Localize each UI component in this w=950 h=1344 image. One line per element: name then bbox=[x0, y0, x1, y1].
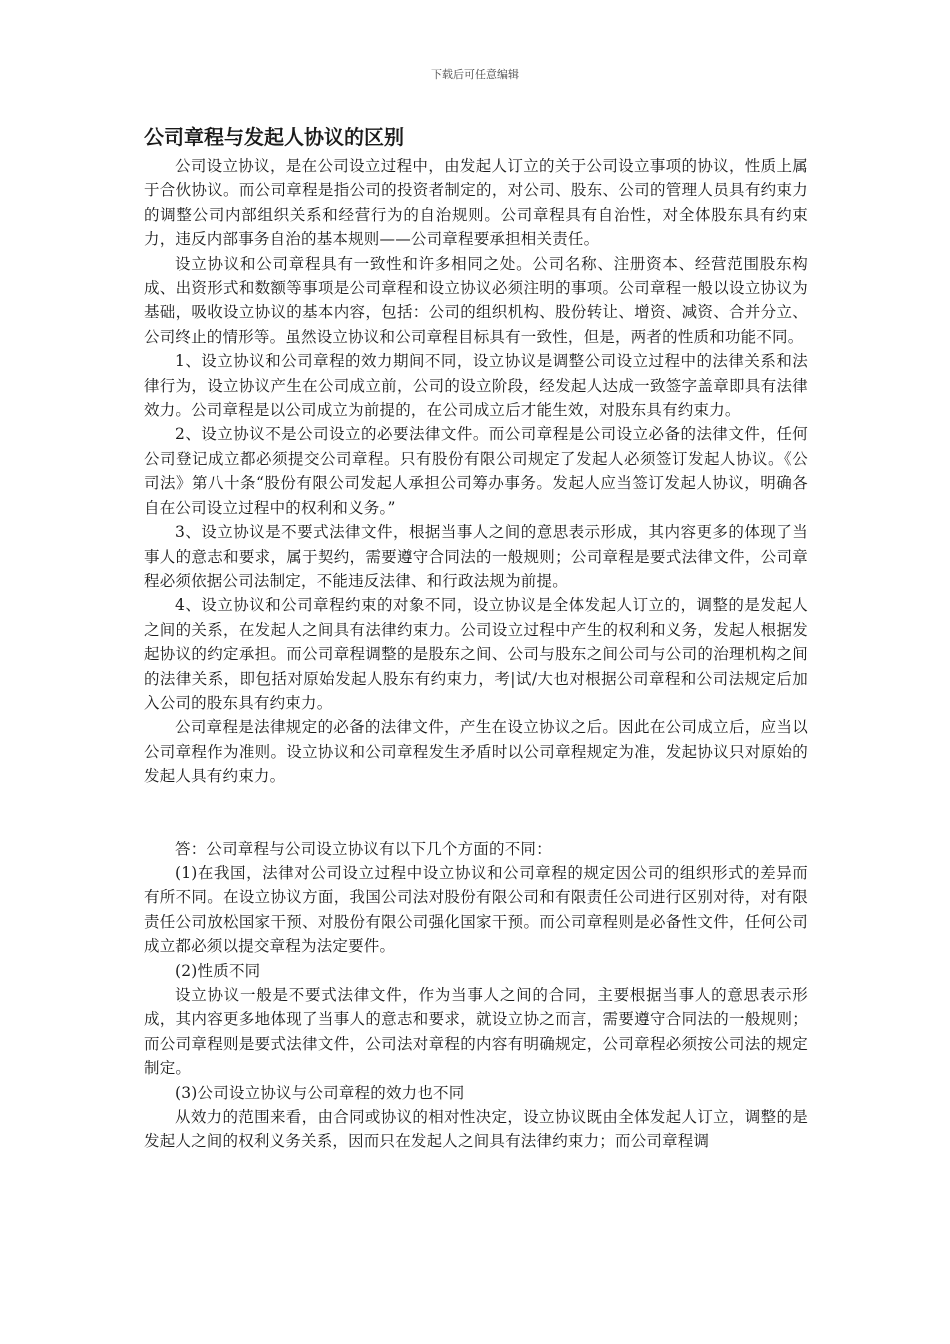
answer-point: 设立协议一般是不要式法律文件，作为当事人之间的合同，主要根据当事人的意思表示形成，其内容更多地体现了当事人的意志和要求，就设立协之而言，需要遵守合同法的一般规则；而公司章程则是要式法律文件，公司法对章程的内容有明确规定，公司章程必须按公司法的规定制定。 bbox=[144, 986, 808, 1078]
paragraph: 2、设立协议不是公司设立的必要法律文件。而公司章程是公司设立必备的法律文件，任何公司登记成立都必须提交公司章程。只有股份有限公司规定了发起人必须签订发起人协议。《公司法》第八十条“股份有限公司发起人承担公司筹办事务。发起人应当签订发起人协议，明确各自在公司设立过程中的权利和义务。” bbox=[144, 425, 808, 517]
paragraph: 设立协议和公司章程具有一致性和许多相同之处。公司名称、注册资本、经营范围股东构成、出资形式和数额等事项是公司章程和设立协议必须注明的事项。公司章程一般以设立协议为基础，吸收设立协议的基本内容，包括：公司的组织机构、股份转让、增资、减资、合并分立、公司终止的情形等。虽然设立协议和公司章程目标具有一致性，但是，两者的性质和功能不同。 bbox=[144, 254, 808, 346]
paragraph: 4、设立协议和公司章程约束的对象不同，设立协议是全体发起人订立的，调整的是发起人之间的关系，在发起人之间具有法律约束力。公司设立过程中产生的权利和义务，发起人根据发起协议的约定承担。而公司章程调整的是股东之间、公司与股东之间公司与公司的治理机构之间的法律关系，即包括对原始发起人股东有约束力，考|试/大也对根据公司章程和公司法规定后加入公司的股东具有约束力。 bbox=[144, 596, 808, 712]
paragraph: 3、设立协议是不要式法律文件，根据当事人之间的意思表示形成，其内容更多的体现了当事人的意志和要求，属于契约，需要遵守合同法的一般规则；公司章程是要式法律文件，公司章程必须依据公司法制定，不能违反法律、和行政法规为前提。 bbox=[144, 523, 808, 590]
answer-point: 从效力的范围来看，由合同或协议的相对性决定，设立协议既由全体发起人订立，调整的是发起人之间的权利义务关系，因而只在发起人之间具有法律约束力；而公司章程调 bbox=[144, 1108, 808, 1151]
answer-heading: (2)性质不同 bbox=[175, 961, 261, 980]
paragraph: 公司章程是法律规定的必备的法律文件，产生在设立协议之后。因此在公司成立后，应当以公司章程作为准则。设立协议和公司章程发生矛盾时以公司章程规定为准，发起协议只对原始的发起人具有约束力。 bbox=[144, 718, 808, 786]
document-title: 公司章程与发起人协议的区别 bbox=[144, 125, 404, 149]
paragraph: 1、设立协议和公司章程的效力期间不同，设立协议是调整公司设立过程中的法律关系和法律行为，设立协议产生在公司成立前，公司的设立阶段，经发起人达成一致签字盖章即具有法律效力。公司章程是以公司成立为前提的，在公司成立后才能生效，对股东具有约束力。 bbox=[144, 352, 808, 420]
answer-heading: (3)公司设立协议与公司章程的效力也不同 bbox=[175, 1083, 465, 1102]
section-gap bbox=[144, 789, 808, 837]
document-body bbox=[144, 122, 808, 1154]
answer-intro: 答：公司章程与公司设立协议有以下几个方面的不同： bbox=[175, 839, 552, 858]
answer-point: (1)在我国，法律对公司设立过程中设立协议和公司章程的规定因公司的组织形式的差异而有所不同。在设立协议方面，我国公司法对股份有限公司和有限责任公司进行区别对待，对有限责任公司放松国家干预、对股份有限公司强化国家干预。而公司章程则是必备性文件，任何公司成立都必须以提交章程为法定要件。 bbox=[144, 863, 808, 956]
page-header: 下载后可任意编辑 bbox=[431, 68, 519, 81]
paragraph: 公司设立协议，是在公司设立过程中，由发起人订立的关于公司设立事项的协议，性质上属于合伙协议。而公司章程是指公司的投资者制定的，对公司、股东、公司的管理人员具有约束力的调整公司内部组织关系和经营行为的自治规则。公司章程具有自治性，对全体股东具有约束力，违反内部事务自治的基本规则——公司章程要承担相关责任。 bbox=[144, 157, 808, 249]
